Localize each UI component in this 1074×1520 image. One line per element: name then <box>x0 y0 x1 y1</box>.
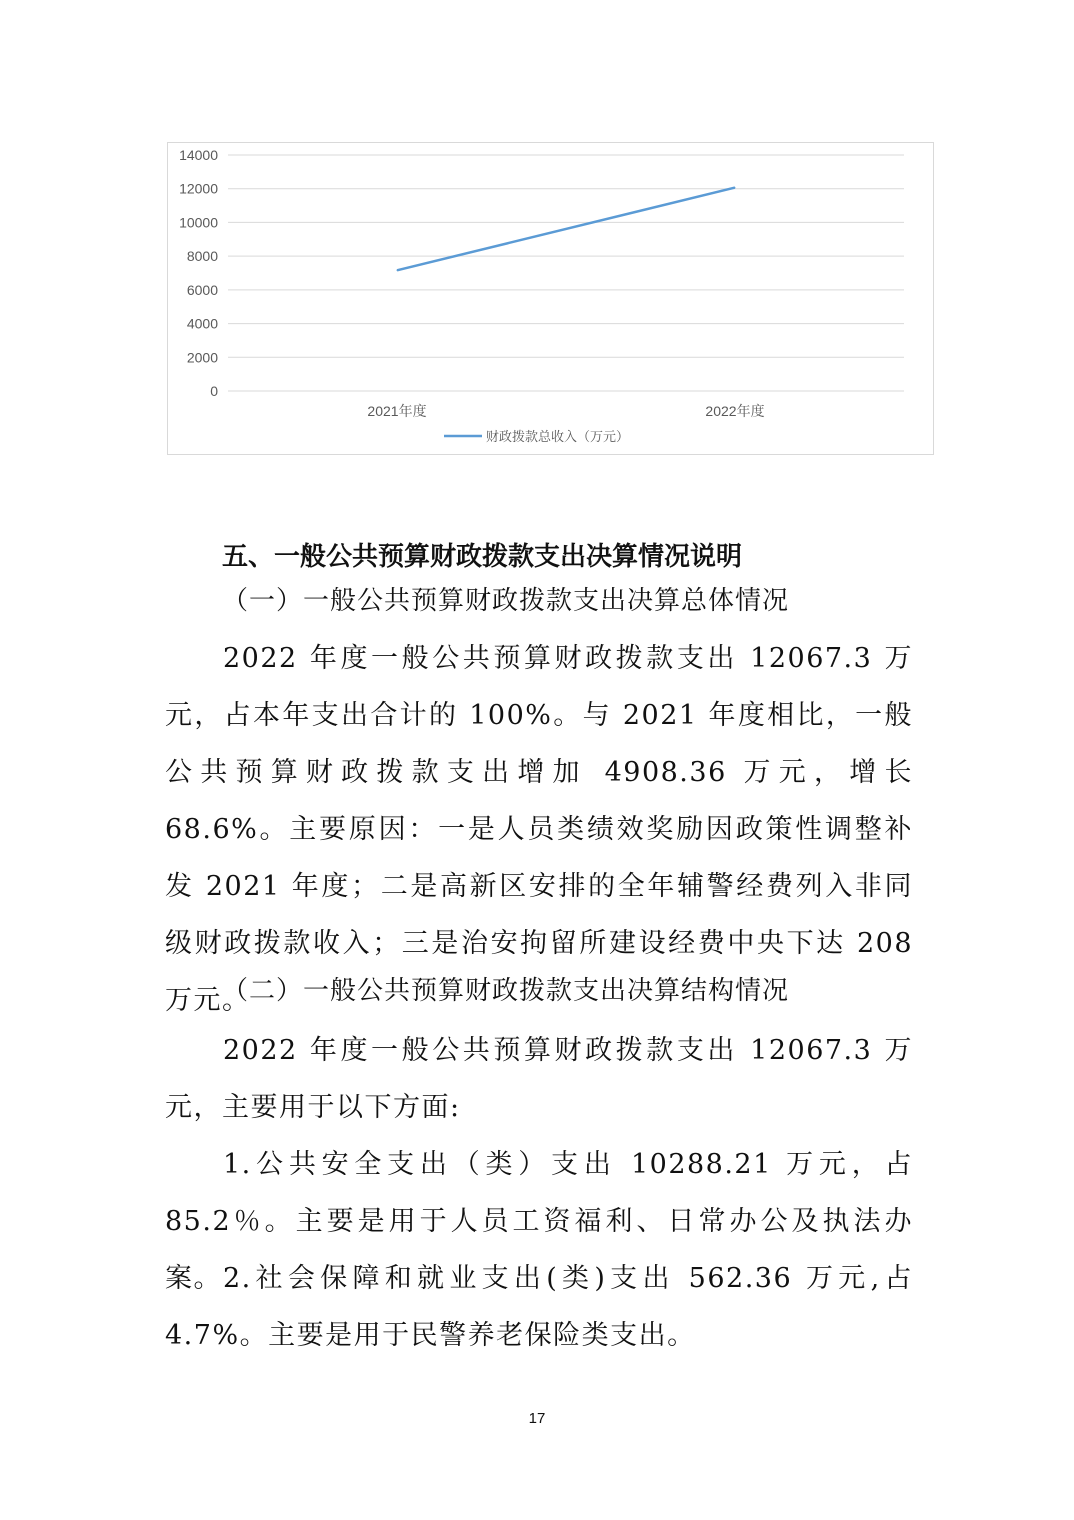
y-tick-label: 6000 <box>186 281 218 298</box>
line-chart <box>167 142 934 455</box>
paragraph-item-2-text: 2.社会保障和就业支出(类)支出 562.36 万元,占 4.7%。主要是用于民警养老保险类支出。 <box>165 1263 913 1351</box>
data-point <box>397 270 398 271</box>
paragraph-item-2 <box>165 1250 913 1364</box>
paragraph-overall-text: 2022 年度一般公共预算财政拨款支出 12067.3 万元，占本年支出合计的 100%。与 2021 年度相比，一般公共预算财政拨款支出增加 4908.36 万元，增长 68.6%。主要原因：一是人员类绩效奖励因政策性调整补发 2021 年度；二是高新区安排的全年辅警经费列入非同级财政拨款收入；三是治安拘留所建设经费中央下达 208 万元。 <box>165 643 913 1016</box>
section-heading: 五、一般公共预算财政拨款支出决算情况说明 <box>222 542 743 572</box>
subsection-1-title: （一）一般公共预算财政拨款支出决算总体情况 <box>222 586 790 616</box>
paragraph-structure-text: 2022 年度一般公共预算财政拨款支出 12067.3 万元，主要用于以下方面: <box>165 1035 913 1123</box>
x-tick-label: 2022年度 <box>705 403 765 419</box>
chart-canvas <box>168 143 935 456</box>
y-tick-label: 8000 <box>186 248 218 265</box>
y-tick-label: 4000 <box>186 315 218 332</box>
data-point <box>735 187 736 188</box>
paragraph-item-1-text: 1.公共安全支出（类）支出 10288.21 万元，占 85.2％。主要是用于人员工资福利、日常办公及执法办案。 <box>165 1149 913 1294</box>
legend-label: 财政拨款总收入（万元） <box>486 430 630 445</box>
y-tick-label: 14000 <box>179 147 218 163</box>
x-tick-label: 2021年度 <box>367 403 427 419</box>
y-tick-label: 12000 <box>179 180 218 197</box>
paragraph-structure <box>165 1022 913 1136</box>
series-line <box>397 188 735 271</box>
y-tick-label: 0 <box>210 383 218 399</box>
y-tick-label: 10000 <box>179 214 218 231</box>
subsection-2-title: （二）一般公共预算财政拨款支出决算结构情况 <box>222 976 790 1006</box>
y-tick-label: 2000 <box>186 349 218 366</box>
page-number: 17 <box>528 1410 546 1427</box>
